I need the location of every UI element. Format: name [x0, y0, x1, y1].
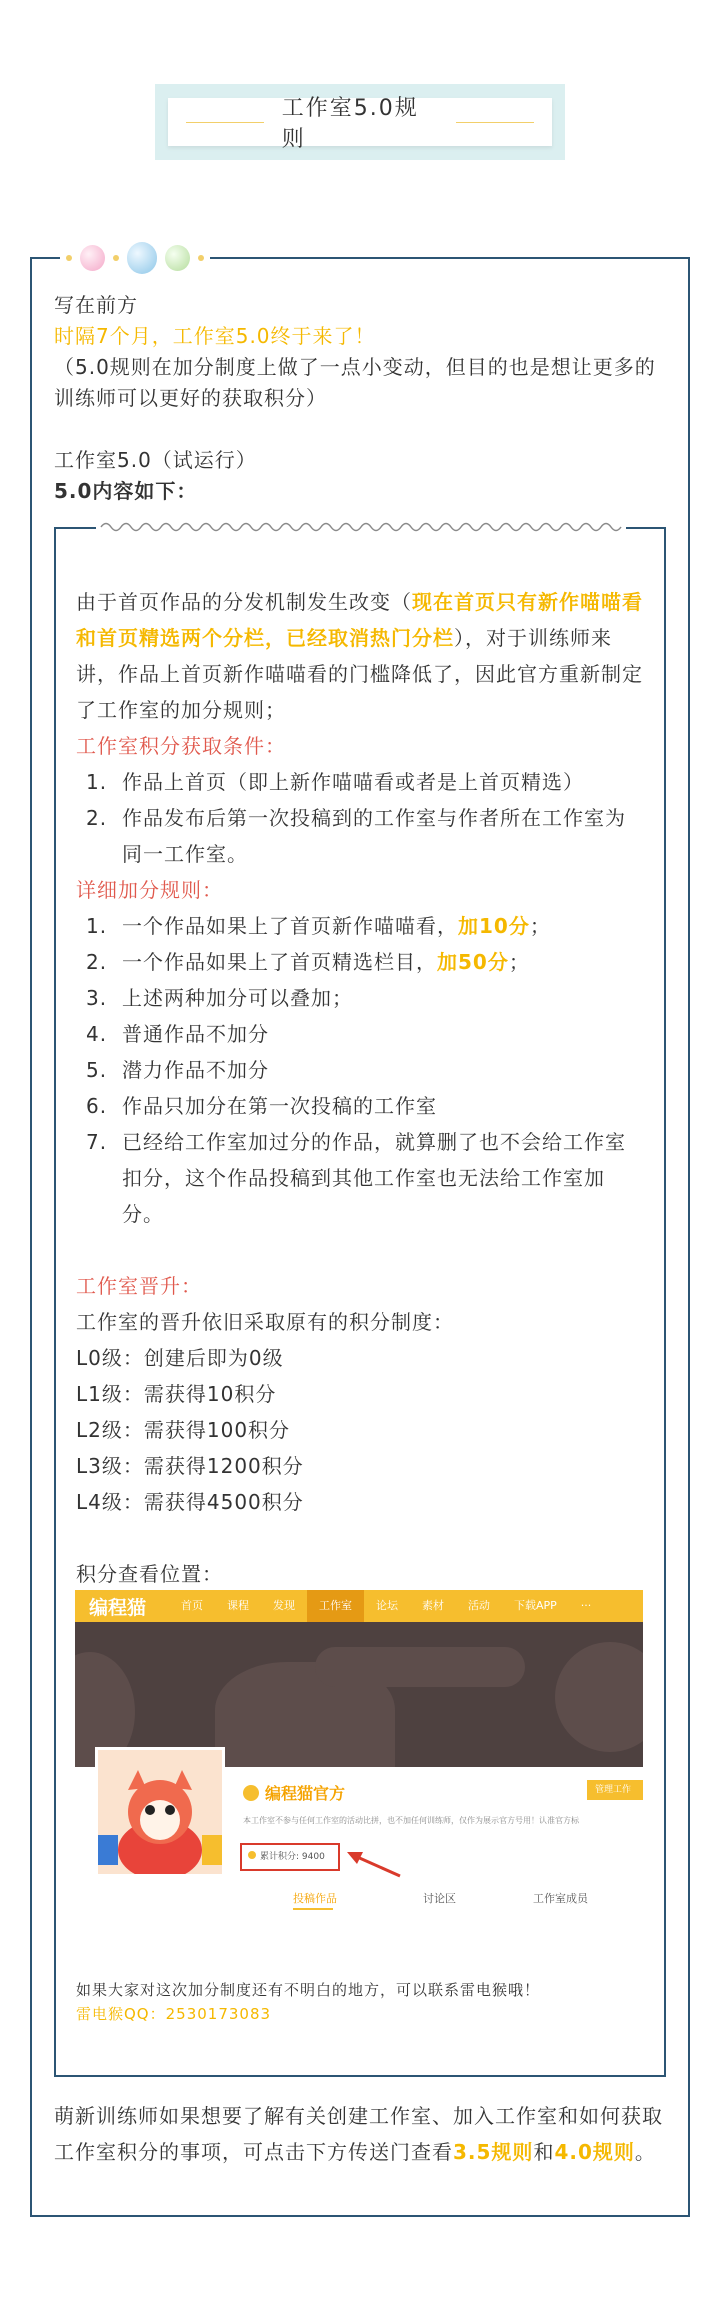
points-location-label: 积分查看位置： [76, 1562, 223, 1586]
screenshot-cover-image [75, 1622, 643, 1767]
list-text: 一个作品如果上了首页新作喵喵看， [122, 914, 458, 938]
p1-highlight: 现在首页只有新作喵喵看和首页精选两个分栏，已经取消热门分栏 [76, 590, 643, 650]
footer-section [54, 2098, 666, 2170]
red-arrow-icon [345, 1848, 405, 1882]
manage-studio-button: 管理工作 [587, 1780, 643, 1800]
list-text: 上述两种加分可以叠加； [122, 986, 353, 1010]
link-rule-4-0[interactable]: 4.0规则 [554, 2140, 635, 2164]
list-num: 5. [86, 1058, 108, 1082]
level-item: L1级：需获得10积分 [76, 1382, 277, 1406]
intro-note: （5.0规则在加分制度上做了一点小变动，但目的也是想让更多的训练师可以更好的获取积分） [54, 355, 656, 410]
rules-list [76, 908, 646, 1232]
list-item [76, 1016, 646, 1052]
footer-text: 萌新训练师如果想要了解有关创建工作室、加入工作室和如何获取工作室积分的事项，可点击下方传送门查看 [54, 2104, 663, 2164]
studio-page-screenshot [75, 1590, 643, 1935]
green-planet-icon [165, 245, 190, 271]
list-item [76, 944, 646, 980]
planet-decoration [60, 242, 210, 274]
screenshot-nav-item: ··· [580, 1599, 592, 1612]
list-end: ； [508, 950, 530, 974]
list-item [76, 764, 646, 800]
points-text: 累计积分: 9400 [260, 1852, 325, 1862]
footer-end: 。 [634, 2140, 656, 2164]
p1-text-c: ），对于训练师来讲，作品上首页新作喵喵看的门槛降低了，因此官方重新制定了工作室的加分规则； [76, 626, 643, 722]
list-item [76, 1052, 646, 1088]
list-item [76, 1088, 646, 1124]
list-item [76, 1124, 646, 1232]
screenshot-nav-item: 论坛 [376, 1599, 398, 1612]
list-num: 6. [86, 1094, 108, 1118]
studio-avatar [95, 1747, 225, 1877]
star-dot-icon [113, 255, 119, 261]
contact-text: 如果大家对这次加分制度还有不明白的地方，可以联系雷电猴哦！ [76, 1981, 541, 1999]
list-end: ； [529, 914, 551, 938]
screenshot-logo: 编程猫 [89, 1596, 147, 1619]
studio-points-box [240, 1843, 340, 1871]
list-item [76, 800, 646, 872]
pink-planet-icon [80, 245, 105, 271]
points-highlight: 加10分 [458, 914, 530, 938]
screenshot-tab-members: 工作室成员 [533, 1892, 588, 1905]
trial-label: 工作室5.0（试运行） [54, 448, 257, 472]
paragraph-distribution [76, 584, 646, 728]
screenshot-nav-item-active: 工作室 [307, 1590, 364, 1622]
contact-qq: 雷电猴QQ：2530173083 [76, 2005, 272, 2023]
promotion-intro: 工作室的晋升依旧采取原有的积分制度： [76, 1310, 454, 1334]
star-dot-icon [66, 255, 72, 261]
screenshot-nav-item: 首页 [181, 1599, 203, 1612]
wave-divider [96, 516, 626, 538]
list-num: 2. [86, 806, 108, 830]
list-text: 作品上首页（即上新作喵喵看或者是上首页精选） [122, 770, 584, 794]
intro-section [54, 290, 674, 507]
list-text: 普通作品不加分 [122, 1022, 269, 1046]
studio-description: 本工作室不参与任何工作室的活动比拼，也不加任何训练师，仅作为展示官方号用！认准官方标 [243, 1816, 579, 1825]
list-num: 7. [86, 1130, 108, 1154]
tab-underline [293, 1908, 333, 1910]
screenshot-nav-item: 课程 [227, 1599, 249, 1612]
list-text: 已经给工作室加过分的作品，就算删了也不会给工作室扣分，这个作品投稿到其他工作室也无法给工作室加分。 [122, 1130, 626, 1226]
page-title: 工作室5.0规则 [281, 96, 419, 152]
blue-planet-icon [127, 242, 158, 274]
intro-heading: 写在前方 [54, 293, 138, 317]
list-item [76, 908, 646, 944]
banner-line-left [186, 122, 264, 123]
studio-name-text: 编程猫官方 [265, 1784, 346, 1803]
list-text: 潜力作品不加分 [122, 1058, 269, 1082]
screenshot-tab-discussion: 讨论区 [423, 1892, 456, 1905]
p1-text-a: 由于首页作品的分发机制发生改变（ [76, 590, 412, 614]
list-num: 1. [86, 914, 108, 938]
points-highlight: 加50分 [437, 950, 509, 974]
screenshot-navbar [75, 1590, 643, 1622]
screenshot-nav-item: 下载APP [514, 1599, 557, 1612]
screenshot-nav-item: 活动 [468, 1599, 490, 1612]
promotion-title: 工作室晋升： [76, 1274, 202, 1298]
screenshot-nav-item: 发现 [273, 1599, 295, 1612]
contact-section [76, 1978, 646, 2026]
star-dot-icon [198, 255, 204, 261]
title-banner [168, 96, 552, 152]
list-num: 4. [86, 1022, 108, 1046]
list-text: 作品发布后第一次投稿到的工作室与作者所在工作室为同一工作室。 [122, 806, 626, 866]
studio-name [243, 1781, 345, 1804]
list-num: 1. [86, 770, 108, 794]
content-heading: 5.0内容如下： [54, 479, 198, 503]
conditions-title: 工作室积分获取条件： [76, 734, 286, 758]
body-section [76, 584, 646, 1592]
level-item: L0级：创建后即为0级 [76, 1346, 284, 1370]
screenshot-tab-works: 投稿作品 [293, 1892, 337, 1905]
banner-line-right [456, 122, 534, 123]
list-num: 2. [86, 950, 108, 974]
studio-badge-icon [243, 1785, 259, 1801]
level-item: L3级：需获得1200积分 [76, 1454, 304, 1478]
screenshot-nav-item: 素材 [422, 1599, 444, 1612]
list-text: 一个作品如果上了首页精选栏目， [122, 950, 437, 974]
conditions-list [76, 764, 646, 872]
list-num: 3. [86, 986, 108, 1010]
points-icon [248, 1851, 256, 1859]
level-item: L2级：需获得100积分 [76, 1418, 291, 1442]
level-item: L4级：需获得4500积分 [76, 1490, 304, 1514]
intro-highlight: 时隔7个月，工作室5.0终于来了！ [54, 324, 376, 348]
list-item [76, 980, 646, 1016]
rules-title: 详细加分规则： [76, 878, 223, 902]
list-text: 作品只加分在第一次投稿的工作室 [122, 1094, 437, 1118]
footer-and: 和 [533, 2140, 555, 2164]
link-rule-3-5[interactable]: 3.5规则 [453, 2140, 534, 2164]
